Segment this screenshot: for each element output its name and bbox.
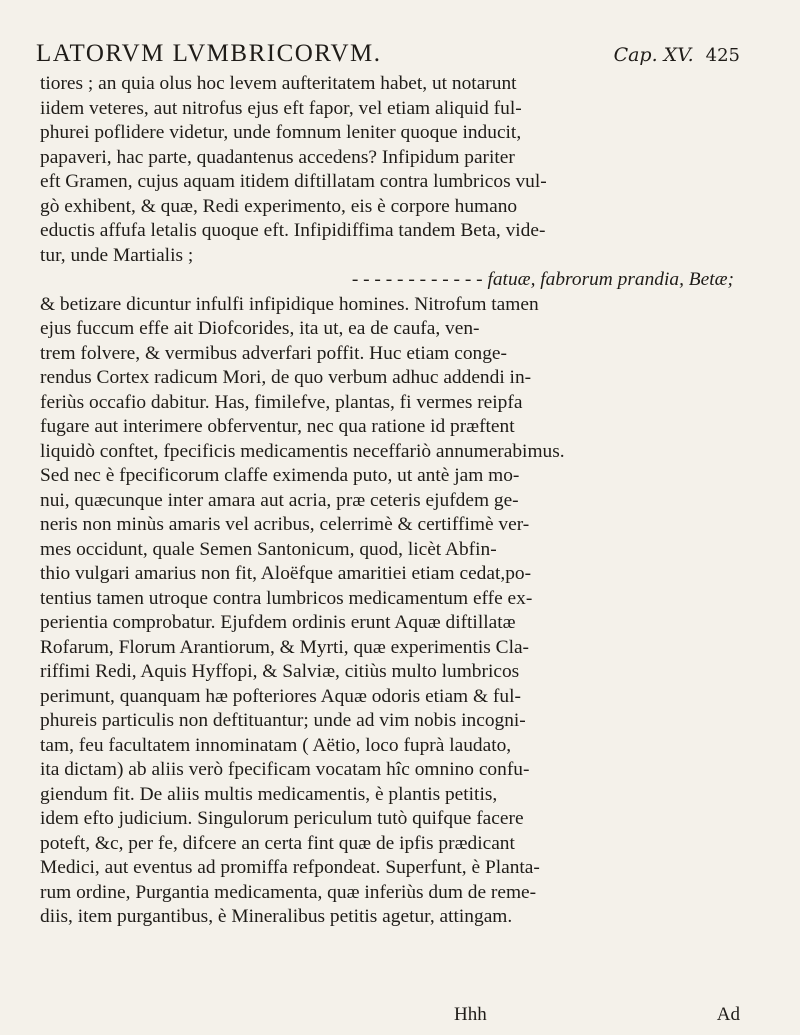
running-header: [36, 40, 740, 70]
text-line: perientia comprobatur. Ejufdem ordinis erunt Aquæ diftillatæ: [40, 612, 516, 633]
header-right: [614, 44, 740, 66]
text-line: phurei poflidere videtur, unde fomnum leniter quoque inducit,: [40, 122, 522, 143]
text-line: tiores ; an quia olus hoc levem aufteritatem habet, ut notarunt: [40, 73, 517, 94]
text-line: tur, unde Martialis ;: [40, 244, 194, 266]
text-line: eft Gramen, cujus aquam itidem diftillatam contra lumbricos vul-: [40, 171, 547, 192]
text-line: Sed nec è fpecificorum claffe eximenda puto, ut antè jam mo-: [40, 465, 520, 486]
text-line: diis, item purgantibus, è Mineralibus petitis agetur, attingam.: [40, 906, 513, 927]
text-line: rum ordine, Purgantia medicamenta, quæ inferiùs dum de reme-: [40, 881, 537, 903]
text-line: poteft, &c, per fe, difcere an certa fint quæ de ipfis prædicant: [40, 832, 515, 854]
body-text: [36, 72, 740, 930]
text-line: iidem veteres, aut nitrofus ejus eft fapor, vel etiam aliquid ful-: [40, 97, 522, 119]
text-line: phureis particulis non deftituantur; unde ad vim nobis incogni-: [40, 710, 526, 731]
text-line: perimunt, quanquam hæ pofteriores Aquæ odoris etiam & ful-: [40, 685, 521, 707]
catchword: Ad: [716, 1004, 740, 1025]
text-line: idem efto judicium. Singulorum periculum tutò quifque facere: [40, 808, 524, 829]
text-line: gò exhibent, & quæ, Redi experimento, eis è corpore humano: [40, 195, 518, 217]
text-line: liquidò conftet, fpecificis medicamentis neceffariò annumerabimus.: [40, 440, 565, 462]
text-line: neris non minùs amaris vel acribus, celerrimè & certiffimè ver-: [40, 514, 530, 535]
text-line: & betizare dicuntur infulfi infipidique homines. Nitrofum tamen: [40, 293, 539, 315]
text-line: riffimi Redi, Aquis Hyffopi, & Salviæ, citiùs multo lumbricos: [40, 661, 520, 682]
text-line: rendus Cortex radicum Mori, de quo verbum adhuc addendi in-: [40, 367, 532, 388]
text-line: eductis affufa letalis quoque eft. Infipidiffima tandem Beta, vide-: [40, 220, 546, 241]
text-line: papaveri, hac parte, quadantenus accedens? Infipidum pariter: [40, 146, 515, 168]
page-number: 425: [705, 45, 740, 66]
text-line: thio vulgari amarius non fit, Aloëfque amaritiei etiam cedat,po-: [40, 563, 532, 584]
text-line: Rofarum, Florum Arantiorum, & Myrti, quæ experimentis Cla-: [40, 636, 530, 658]
chapter-label: Cap. XV.: [613, 44, 694, 66]
text-line: ejus fuccum effe ait Diofcorides, ita ut, ea de caufa, ven-: [40, 318, 480, 339]
text-line: giendum fit. De aliis multis medicamentis, è plantis petitis,: [40, 783, 498, 805]
page-footer: [36, 1004, 740, 1030]
text-line: trem folvere, & vermibus adverfari poffit. Huc etiam conge-: [40, 342, 507, 364]
text-line: nui, quæcunque inter amara aut acria, præ ceteris ejufdem ge-: [40, 489, 519, 511]
text-line: tam, feu facultatem innominatam ( Aëtio, loco fuprà laudato,: [40, 734, 512, 756]
text-line: tentius tamen utroque contra lumbricos medicamentum effe ex-: [40, 587, 533, 609]
text-line: fugare aut interimere obferventur, nec qua ratione id præftent: [40, 416, 515, 437]
text-line: - - - - - - - - - - - - fatuæ, fabrorum prandia, Betæ;: [351, 269, 734, 290]
text-line: Medici, aut eventus ad promiffa refpondeat. Superfunt, è Planta-: [40, 857, 540, 878]
text-line: ita dictam) ab aliis verò fpecificam vocatam hîc omnino confu-: [40, 759, 530, 780]
text-line: feriùs occafio dabitur. Has, fimilefve, plantas, fi vermes reipfa: [40, 391, 523, 413]
running-title: LATORVM LVMBRICORVM.: [36, 40, 382, 67]
signature-mark: Hhh: [454, 1004, 487, 1025]
text-line: mes occidunt, quale Semen Santonicum, quod, licèt Abfin-: [40, 538, 497, 560]
